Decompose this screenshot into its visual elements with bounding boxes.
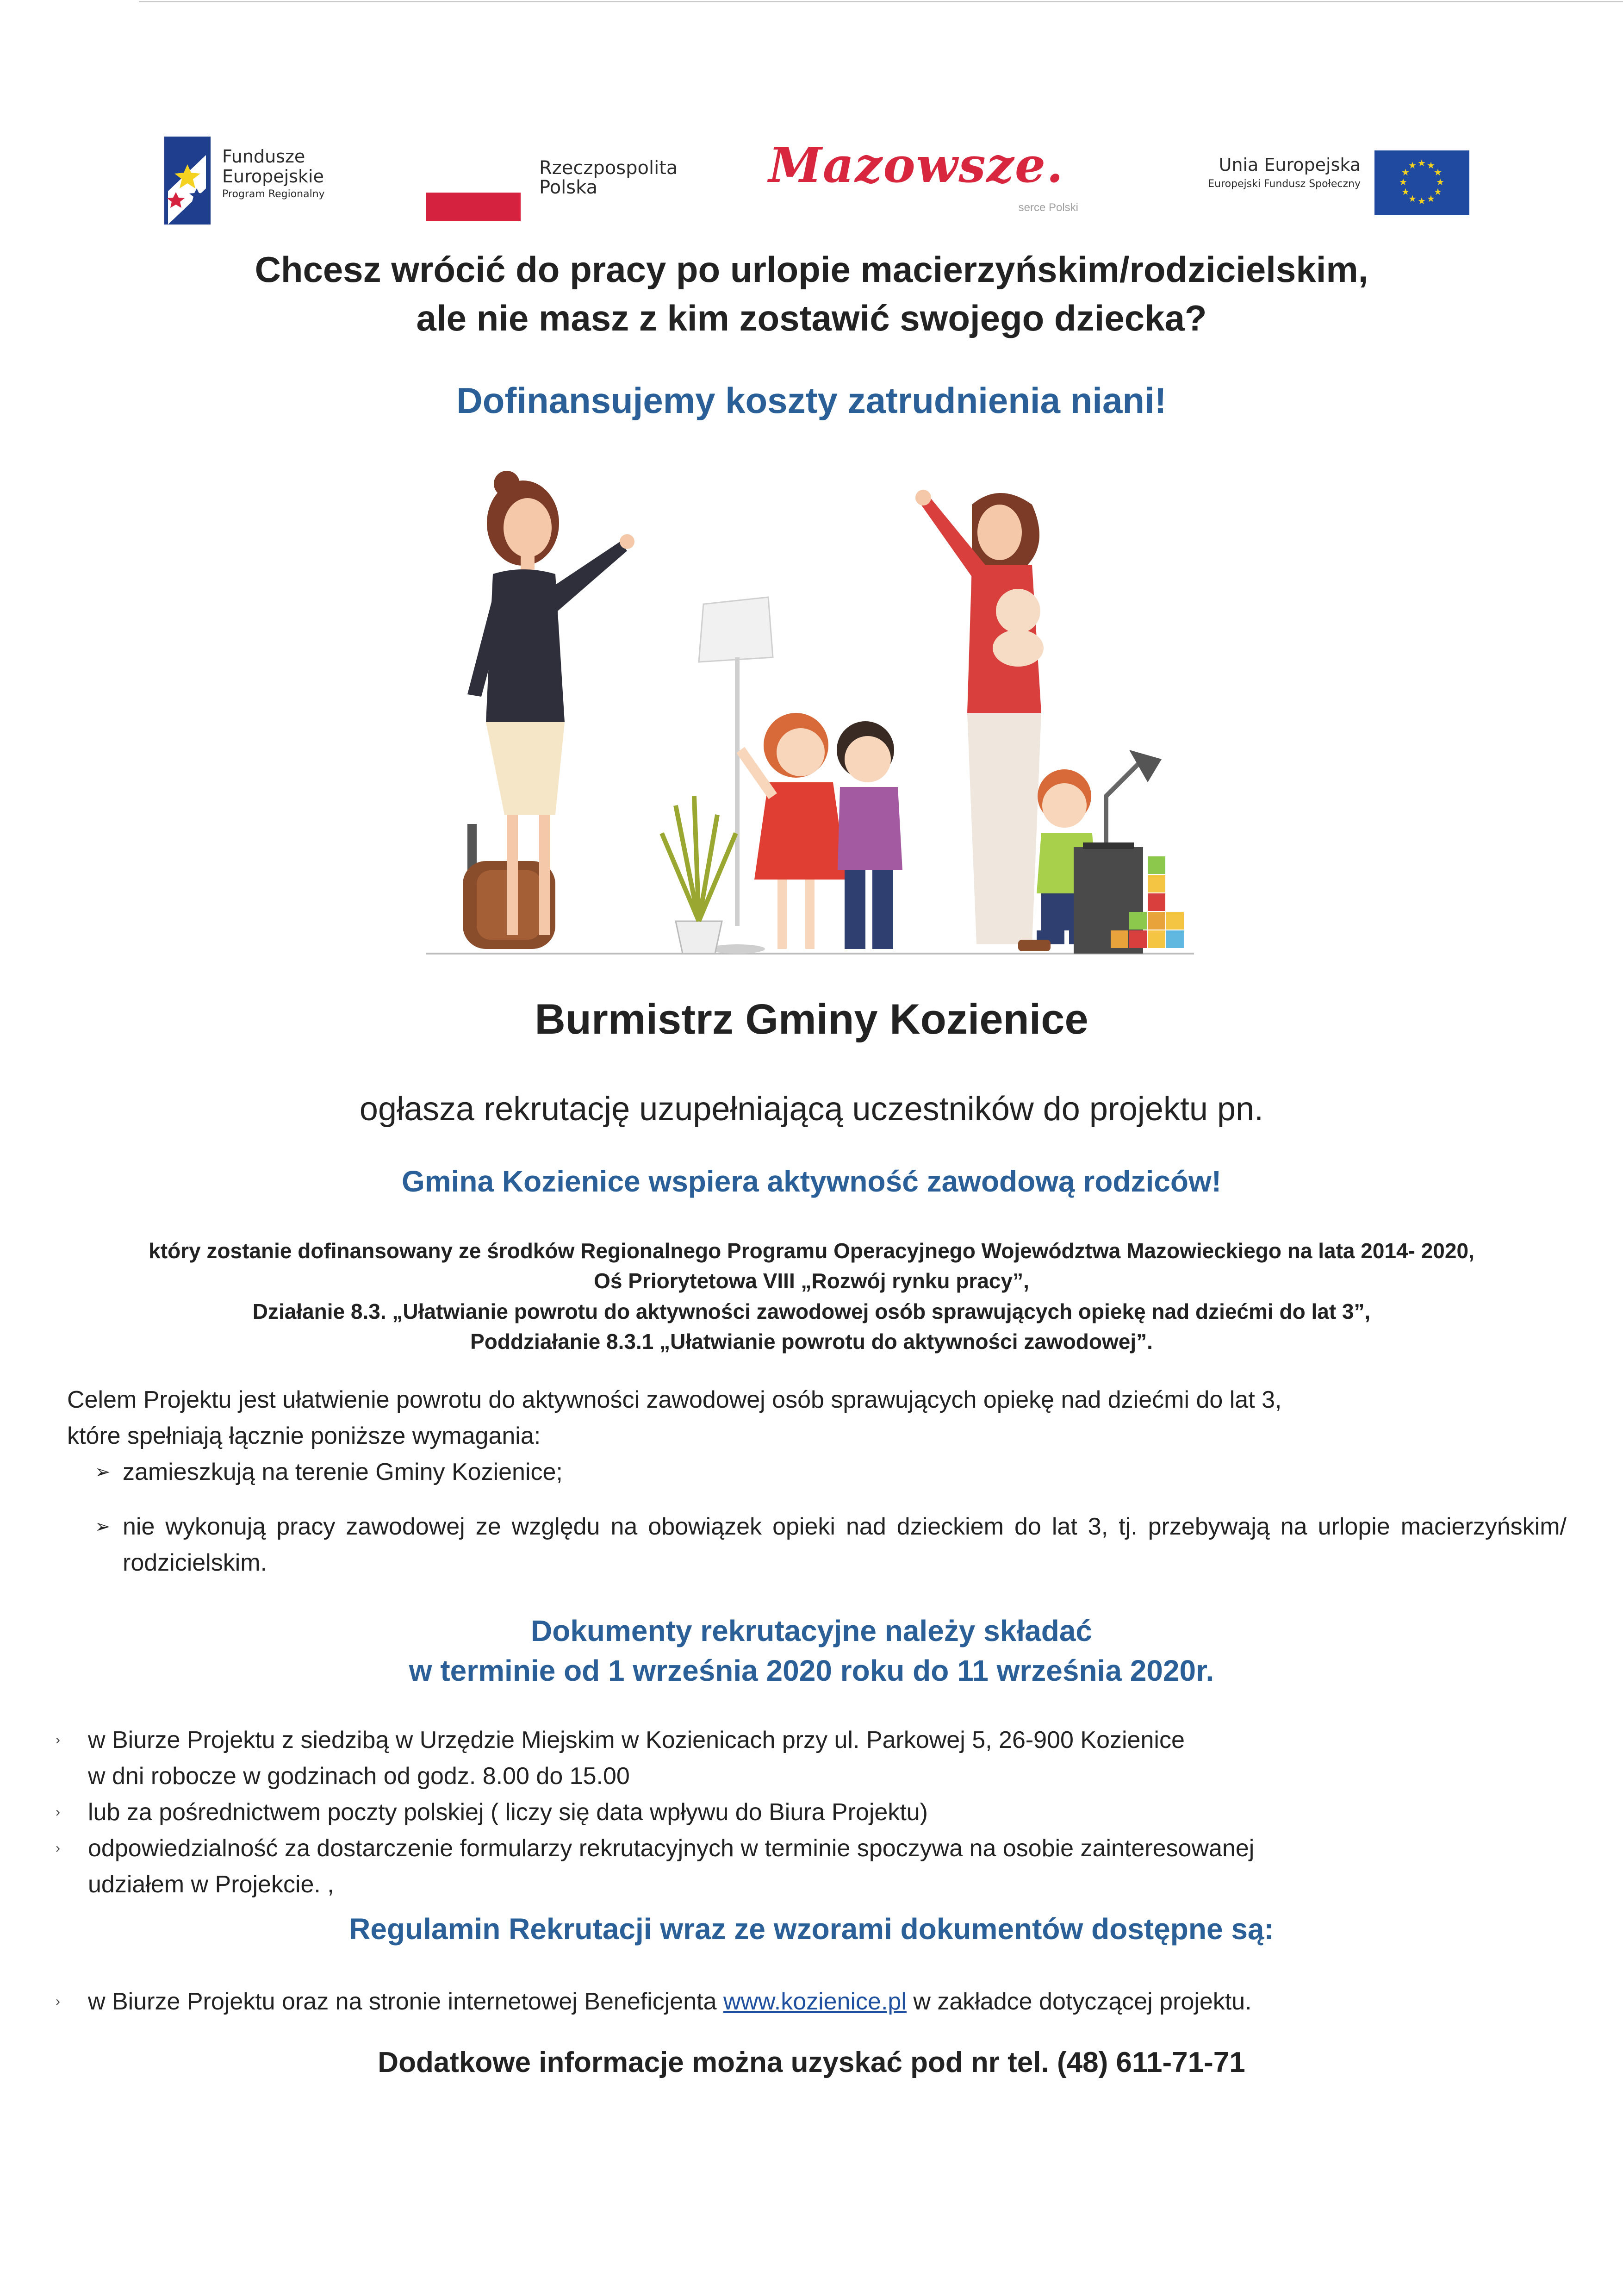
arrow-bullet-icon: ➢	[95, 1462, 111, 1482]
rp-line2: Polska	[539, 177, 598, 198]
subtitle: Dofinansujemy koszty zatrudnienia niani!	[456, 380, 1167, 421]
documents-title	[0, 1611, 1623, 1691]
svg-text:★: ★	[1427, 160, 1435, 171]
fe-line1: Fundusze	[222, 146, 305, 167]
funding-line2: Oś Priorytetowa VIII „Rozwój rynku pracy”,	[594, 1269, 1029, 1293]
small-arrow-bullet-icon: ›	[56, 1841, 60, 1856]
boy-figure	[837, 721, 902, 949]
list-item-text: w dni robocze w godzinach od godz. 8.00 do 15.00	[88, 1763, 630, 1790]
mazowsze-wordmark: Mazowsze.	[768, 137, 1064, 193]
list-item-text: udziałem w Projekcie. ,	[88, 1871, 334, 1898]
logo-bar	[157, 130, 1472, 236]
project-name: Gmina Kozienice wspiera aktywność zawodową rodziców!	[401, 1165, 1222, 1198]
potted-plant-icon	[662, 796, 736, 954]
requirement-item-1	[67, 1454, 1576, 1490]
svg-text:★: ★	[1434, 186, 1442, 197]
arrow-bullet-icon: ➢	[95, 1516, 111, 1537]
svg-text:★: ★	[1427, 193, 1435, 204]
main-question-line1: Chcesz wrócić do pracy po urlopie macierzyńskim/rodzicielskim,	[255, 249, 1368, 290]
list-item	[56, 1794, 1573, 1830]
list-item-continuation	[56, 1866, 1573, 1903]
funding-block	[0, 1236, 1623, 1357]
requirement-text-2: nie wykonują pracy zawodowej ze względu na obowiązek opieki nad dzieckiem do lat 3, tj. przebywają na urlopie macierzyńskim/ rodzicielskim.	[123, 1513, 1567, 1576]
ue-sub: Europejski Fundusz Społeczny	[1208, 178, 1361, 190]
requirement-text-1: zamieszkują na terenie Gminy Kozienice;	[123, 1459, 563, 1485]
mother-figure	[915, 490, 1044, 944]
announce-text: ogłasza rekrutację uzupełniającą uczestników do projektu pn.	[359, 1091, 1264, 1128]
rp-line1: Rzeczpospolita	[539, 157, 678, 179]
svg-text:★: ★	[1401, 167, 1410, 178]
kozienice-website-link[interactable]: www.kozienice.pl	[723, 1988, 907, 2015]
eu-logo	[1148, 150, 1472, 220]
svg-text:★: ★	[1418, 157, 1426, 168]
svg-text:★: ★	[1418, 195, 1426, 206]
rp-logo	[426, 148, 703, 222]
svg-text:★: ★	[1408, 160, 1417, 171]
poland-flag-icon	[426, 164, 521, 221]
girl-figure	[740, 713, 847, 949]
ue-title: Unia Europejska	[1219, 155, 1361, 175]
goal-line2: które spełniają łącznie poniższe wymagania:	[67, 1423, 541, 1449]
main-question	[0, 245, 1623, 343]
documents-title-line1: Dokumenty rekrutacyjne należy składać	[531, 1614, 1092, 1647]
list-item-text: lub za pośrednictwem poczty polskiej ( liczy się data wpływu do Biura Projektu)	[88, 1799, 928, 1826]
mazowsze-logo	[750, 137, 1083, 229]
main-question-line2: ale nie masz z kim zostawić swojego dziecka?	[416, 298, 1207, 339]
goal-block	[67, 1382, 1576, 1581]
documents-list	[56, 1722, 1573, 1903]
small-arrow-bullet-icon: ›	[56, 1804, 60, 1820]
svg-text:★: ★	[1436, 176, 1444, 187]
documents-title-line2: w terminie od 1 września 2020 roku do 11 września 2020r.	[409, 1654, 1214, 1688]
svg-text:★: ★	[1434, 167, 1442, 178]
contact-info: Dodatkowe informacje można uzyskać pod nr tel. (48) 611-71-71	[378, 2046, 1245, 2078]
list-item-text: odpowiedzialność za dostarczenie formularzy rekrutacyjnych w terminie spoczywa na osobie zainteresowanej	[88, 1835, 1255, 1862]
family-illustration	[417, 463, 1203, 972]
scan-edge-line	[139, 1, 1623, 2]
requirement-item-2	[67, 1509, 1576, 1581]
fe-line2: Europejskie	[222, 166, 324, 187]
mazowsze-tagline: serce Polski	[1018, 201, 1078, 214]
funding-line3: Działanie 8.3. „Ułatwianie powrotu do aktywności zawodowej osób sprawujących opiekę nad dziećmi do lat 3”,	[252, 1299, 1371, 1323]
regulamin-line	[56, 1984, 1573, 2020]
fe-flag-icon	[164, 137, 211, 225]
regulamin-text-after: w zakładce dotyczącej projektu.	[913, 1988, 1252, 2015]
eu-flag-icon	[1374, 150, 1469, 215]
funding-line4: Poddziałanie 8.3.1 „Ułatwianie powrotu do aktywności zawodowej”.	[470, 1329, 1153, 1354]
funding-line1: który zostanie dofinansowany ze środków Regionalnego Programu Operacyjnego Województwa Mazowieckiego na lata 2014- 2020,	[149, 1239, 1474, 1263]
regulamin-title: Regulamin Rekrutacji wraz ze wzorami dokumentów dostępne są:	[349, 1912, 1274, 1946]
svg-text:★: ★	[1399, 176, 1407, 187]
fe-logo	[164, 137, 382, 225]
small-arrow-bullet-icon: ›	[56, 1732, 60, 1747]
list-item-text: w Biurze Projektu z siedzibą w Urzędzie Miejskim w Kozienicach przy ul. Parkowej 5, 26-900 Kozienice	[88, 1727, 1185, 1753]
svg-text:★: ★	[1401, 186, 1410, 197]
list-item	[56, 1830, 1573, 1866]
burmistrz-title: Burmistrz Gminy Kozienice	[535, 996, 1088, 1043]
fe-sub: Program Regionalny	[222, 188, 325, 200]
goal-line1: Celem Projektu jest ułatwienie powrotu do aktywności zawodowej osób sprawujących opiekę nad dziećmi do lat 3,	[67, 1386, 1282, 1413]
svg-text:★: ★	[1408, 193, 1417, 204]
small-arrow-bullet-icon: ›	[56, 1994, 60, 2009]
list-item	[56, 1722, 1573, 1758]
regulamin-text-before: w Biurze Projektu oraz na stronie internetowej Beneficjenta	[88, 1988, 717, 2015]
list-item-continuation	[56, 1758, 1573, 1794]
